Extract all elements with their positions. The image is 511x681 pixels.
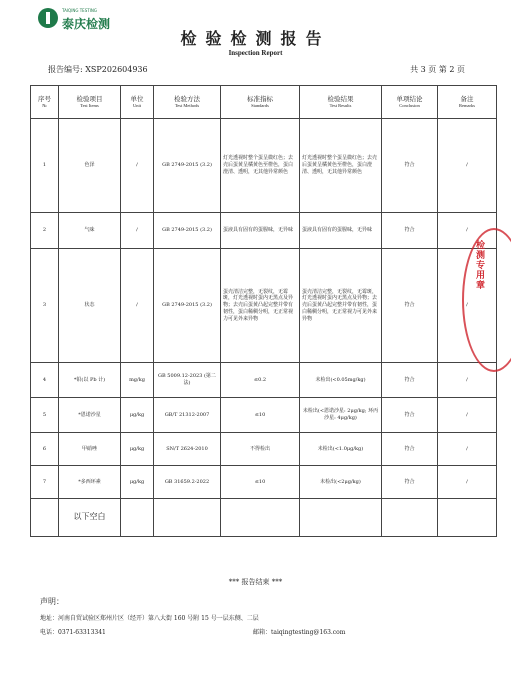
cell-no: 7: [31, 466, 59, 499]
cell-method: GB 2749-2015 (3.2): [154, 249, 221, 363]
cell-result: 未检出(<2μg/kg): [300, 466, 382, 499]
cell-method: GB 2749-2015 (3.2): [154, 213, 221, 249]
cell-item: 状态: [59, 249, 121, 363]
report-end: *** 报告结束 ***: [228, 578, 283, 586]
column-header: 标准指标 Standards: [221, 86, 300, 119]
cell-no: 5: [31, 398, 59, 433]
cell-standard: ≤10: [221, 466, 300, 499]
cell-unit: μg/kg: [121, 433, 154, 466]
cell-item: 气味: [59, 213, 121, 249]
logo-icon: [38, 8, 58, 28]
cell-method: GB 31659.2-2022: [154, 466, 221, 499]
cell-unit: μg/kg: [121, 398, 154, 433]
table-row: [31, 433, 497, 466]
results-table: [30, 85, 497, 537]
cell-item: *多西环素: [59, 466, 121, 499]
blank-note: 以下空白: [59, 499, 121, 537]
column-header: 检验方法 Test Methods: [154, 86, 221, 119]
column-header: 单位 Unit: [121, 86, 154, 119]
telephone: 电话：0371-63313341: [40, 629, 106, 636]
cell-method: GB/T 21312-2007: [154, 398, 221, 433]
cell-standard: ≤10: [221, 398, 300, 433]
stamp-text: 检测专用章: [474, 240, 484, 290]
cell-item: *铅(以 Pb 计): [59, 363, 121, 398]
cell-remark: /: [438, 363, 497, 398]
cell-standard: 蛋液具有固有的蛋腥味，无异味: [221, 213, 300, 249]
cell-result: 未检出(<1.0μg/kg): [300, 433, 382, 466]
cell-method: SN/T 2624-2010: [154, 433, 221, 466]
cell-result: 未检出(<恩诺沙星: 2μg/kg; 环丙沙星: 4μg/kg): [300, 398, 382, 433]
cell-item: 甲硝唑: [59, 433, 121, 466]
cell-conclusion: 符合: [382, 249, 438, 363]
cell-standard: 蛋壳清洁完整，无裂纹，无霉斑，灯光透视时蛋内无黑点及异物；去壳后蛋黄凸起完整并带有韧性，蛋白稀稠分明，无正常视力可见外来异物: [221, 249, 300, 363]
table-header-row: [31, 86, 497, 119]
cell-unit: /: [121, 119, 154, 213]
cell-standard: 灯光透视时整个蛋呈微红色；去壳后蛋黄呈橘黄色至橙色，蛋白澄清、透明，无其他异常颜色: [221, 119, 300, 213]
table-row: [31, 249, 497, 363]
column-header: 备注 Remarks: [438, 86, 497, 119]
blank-row: [31, 499, 497, 537]
table-row: [31, 363, 497, 398]
cell-conclusion: 符合: [382, 119, 438, 213]
logo-english: TAIQING TESTING: [62, 8, 97, 13]
cell-standard: ≤0.2: [221, 363, 300, 398]
cell-unit: mg/kg: [121, 363, 154, 398]
table-row: [31, 213, 497, 249]
table-row: [31, 119, 497, 213]
page-indicator: 共 3 页 第 2 页: [410, 65, 465, 74]
column-header: 检验结果 Test Results: [300, 86, 382, 119]
cell-conclusion: 符合: [382, 398, 438, 433]
table-row: [31, 466, 497, 499]
address: 地址：河南自贸试验区郑州片区（经开）第八大街 160 号附 15 号一层东侧、二层: [40, 615, 259, 622]
cell-unit: /: [121, 213, 154, 249]
cell-remark: /: [438, 398, 497, 433]
report-number: 报告编号: XSP202604936: [48, 65, 148, 74]
declaration-label: 声明：: [40, 597, 64, 606]
cell-remark: /: [438, 249, 497, 363]
cell-no: 1: [31, 119, 59, 213]
column-header: 检验项目 Test Items: [59, 86, 121, 119]
logo-chinese: 泰庆检测: [62, 17, 111, 31]
table-row: [31, 398, 497, 433]
cell-item: *恩诺沙星: [59, 398, 121, 433]
cell-method: GB 5009.12-2023 (第二法): [154, 363, 221, 398]
cell-no: 3: [31, 249, 59, 363]
column-header: 序号 №: [31, 86, 59, 119]
cell-item: 色泽: [59, 119, 121, 213]
cell-unit: μg/kg: [121, 466, 154, 499]
cell-no: 4: [31, 363, 59, 398]
cell-standard: 不得检出: [221, 433, 300, 466]
page-subtitle: Inspection Report: [228, 49, 283, 57]
cell-remark: /: [438, 213, 497, 249]
cell-remark: /: [438, 433, 497, 466]
cell-conclusion: 符合: [382, 466, 438, 499]
cell-result: 灯光透视时整个蛋呈微红色；去壳后蛋黄呈橘黄色至橙色，蛋白澄清、透明，无其他异常颜色: [300, 119, 382, 213]
cell-unit: /: [121, 249, 154, 363]
cell-remark: /: [438, 119, 497, 213]
cell-remark: /: [438, 466, 497, 499]
page-title: 检验检测报告: [180, 29, 331, 48]
cell-result: 未检出(<0.05mg/kg): [300, 363, 382, 398]
cell-conclusion: 符合: [382, 213, 438, 249]
cell-no: 6: [31, 433, 59, 466]
cell-conclusion: 符合: [382, 433, 438, 466]
column-header: 单项结论 Conclusion: [382, 86, 438, 119]
cell-result: 蛋壳清洁完整，无裂纹，无霉斑，灯光透视时蛋内无黑点及异物；去壳后蛋黄凸起完整并带有韧性，蛋白稀稠分明，无正常视力可见外来异物: [300, 249, 382, 363]
cell-conclusion: 符合: [382, 363, 438, 398]
cell-no: 2: [31, 213, 59, 249]
email: 邮箱：taiqingtesting@163.com: [253, 629, 346, 636]
cell-result: 蛋液具有固有的蛋腥味，无异味: [300, 213, 382, 249]
cell-method: GB 2749-2015 (3.2): [154, 119, 221, 213]
